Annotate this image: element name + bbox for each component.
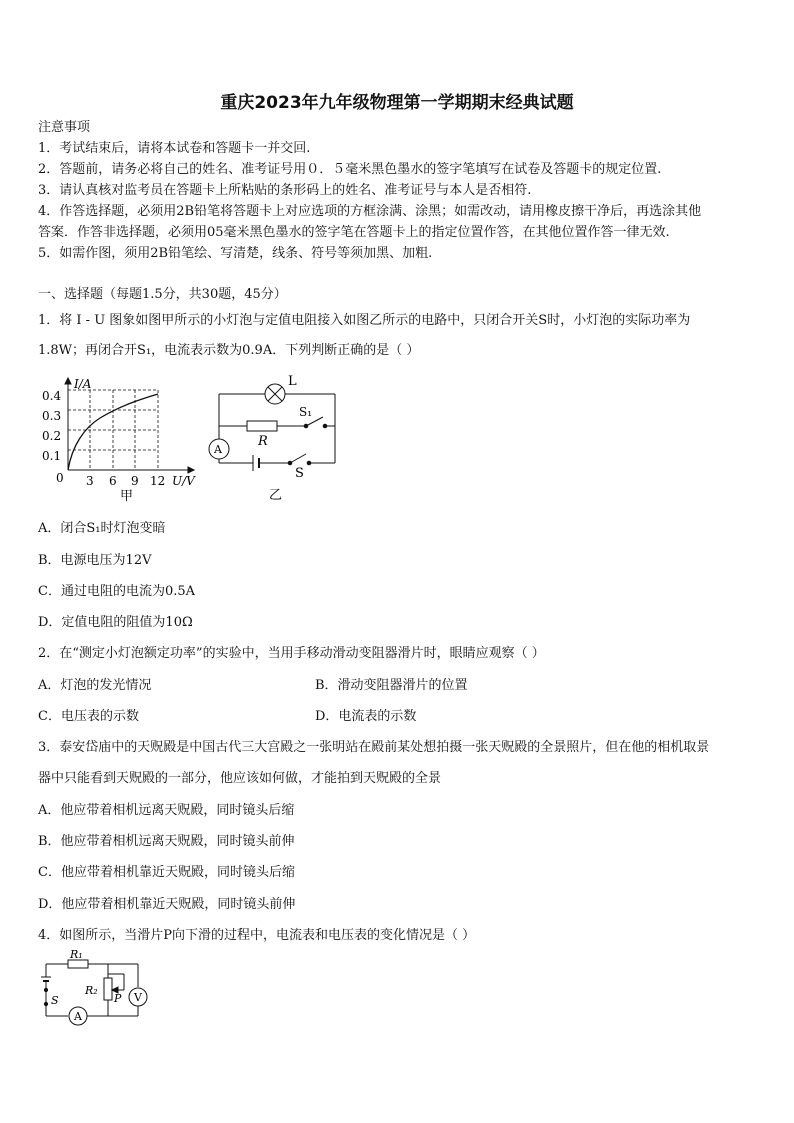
section-heading: 一、选择题（每题1.5分，共30题，45分） bbox=[38, 287, 287, 302]
notice-item-5: 5．如需作图，须用2B铅笔绘、写清楚，线条、符号等须加黑、加粗. bbox=[38, 246, 433, 261]
slider-label: P bbox=[114, 992, 122, 1005]
resistor-icon bbox=[247, 421, 277, 431]
graph-grid bbox=[68, 390, 158, 470]
q3-option-d: D．他应带着相机靠近天贶殿，同时镜头前伸 bbox=[38, 897, 296, 912]
x-tick-6: 6 bbox=[109, 474, 117, 488]
lamp-label: L bbox=[288, 374, 297, 389]
y-tick-0.3: 0.3 bbox=[42, 409, 62, 423]
switch-label: S bbox=[295, 466, 304, 481]
y-tick-0.2: 0.2 bbox=[42, 429, 62, 443]
q3-stem-line2: 器中只能看到天贶殿的一部分，他应该如何做，才能拍到天贶殿的全景 bbox=[38, 771, 442, 786]
y-tick-0.1: 0.1 bbox=[42, 449, 62, 463]
graph-caption: 甲 bbox=[120, 489, 134, 504]
q1-stem-line1: 1．将 I - U 图象如图甲所示的小灯泡与定值电阻接入如图乙所示的电路中，只闭合开关S时，小灯泡的实际功率为 bbox=[38, 313, 691, 328]
q2-option-d: D．电流表的示数 bbox=[315, 709, 417, 724]
notice-item-2: 2．答题前，请务必将自己的姓名、准考证号用０．５毫米黑色墨水的签字笔填写在试卷及答题卡的规定位置. bbox=[38, 162, 662, 177]
notice-item-3: 3．请认真核对监考员在答题卡上所粘贴的条形码上的姓名、准考证号与本人是否相符. bbox=[38, 183, 532, 198]
graph-y-arrow bbox=[65, 378, 71, 384]
y-tick-0.4: 0.4 bbox=[42, 389, 62, 403]
q1-stem-line2: 1.8W；再闭合开S₁，电流表示数为0.9A．下列判断正确的是（ ） bbox=[38, 343, 420, 358]
q1-option-c: C．通过电阻的电流为0.5A bbox=[38, 584, 196, 599]
x-tick-3: 3 bbox=[86, 474, 94, 488]
graph-x-label: U/V bbox=[172, 474, 195, 488]
switch-label: S bbox=[51, 994, 59, 1007]
q2-option-a: A．灯泡的发光情况 bbox=[38, 678, 152, 693]
q2-option-c: C．电压表的示数 bbox=[38, 709, 139, 724]
x-tick-12: 12 bbox=[150, 474, 166, 488]
r1-label: R₁ bbox=[70, 948, 83, 961]
q4-circuit bbox=[38, 948, 158, 1032]
graph-y-label: I/A bbox=[74, 377, 92, 391]
q4-stem: 4．如图所示，当滑片P向下滑的过程中，电流表和电压表的变化情况是（ ） bbox=[38, 928, 476, 943]
notice-item-4: 4．作答选择题，必须用2B铅笔将答题卡上对应选项的方框涂满、涂黑；如需改动，请用橡皮擦干净后，再选涂其他 bbox=[38, 204, 702, 219]
switch-s-icon bbox=[290, 454, 306, 463]
q2-stem: 2．在“测定小灯泡额定功率”的实验中，当用手移动滑动变阻器滑片时，眼睛应观察（ ） bbox=[38, 646, 545, 661]
switch1-label: S₁ bbox=[299, 405, 313, 419]
resistor-label: R bbox=[258, 434, 268, 449]
ammeter-label: A bbox=[214, 443, 222, 456]
q3-option-b: B．他应带着相机远离天贶殿，同时镜头前伸 bbox=[38, 834, 295, 849]
q1-option-b: B．电源电压为12V bbox=[38, 553, 152, 568]
graph-origin: 0 bbox=[56, 471, 64, 485]
r1-icon bbox=[68, 960, 88, 968]
ammeter-label: A bbox=[74, 1010, 82, 1023]
x-tick-9: 9 bbox=[131, 474, 139, 488]
q3-option-c: C．他应带着相机靠近天贶殿，同时镜头后缩 bbox=[38, 865, 295, 880]
q1-circuit bbox=[205, 371, 345, 506]
graph-x-arrow bbox=[188, 467, 194, 473]
notice-item-1: 1．考试结束后，请将本试卷和答题卡一并交回. bbox=[38, 141, 311, 156]
notice-heading: 注意事项 bbox=[38, 120, 91, 135]
page-title: 重庆2023年九年级物理第一学期期末经典试题 bbox=[220, 93, 574, 113]
q3-stem-line1: 3．泰安岱庙中的天贶殿是中国古代三大宫殿之一张明站在殿前某处想拍摄一张天贶殿的全景照片，但在他的相机取景 bbox=[38, 740, 710, 755]
q1-option-a: A．闭合S₁时灯泡变暗 bbox=[38, 521, 166, 536]
voltmeter-label: V bbox=[134, 991, 142, 1004]
q2-option-b: B．滑动变阻器滑片的位置 bbox=[315, 678, 468, 693]
circuit-caption: 乙 bbox=[269, 488, 283, 503]
r2-icon bbox=[104, 978, 112, 1000]
q3-option-a: A．他应带着相机远离天贶殿，同时镜头后缩 bbox=[38, 803, 295, 818]
q1-option-d: D．定值电阻的阻值为10Ω bbox=[38, 615, 193, 630]
r2-label: R₂ bbox=[85, 984, 98, 997]
notice-item-4-cont: 答案．作答非选择题，必须用05毫米黑色墨水的签字笔在答题卡上的指定位置作答，在其他位置作答一律无效. bbox=[38, 225, 670, 240]
